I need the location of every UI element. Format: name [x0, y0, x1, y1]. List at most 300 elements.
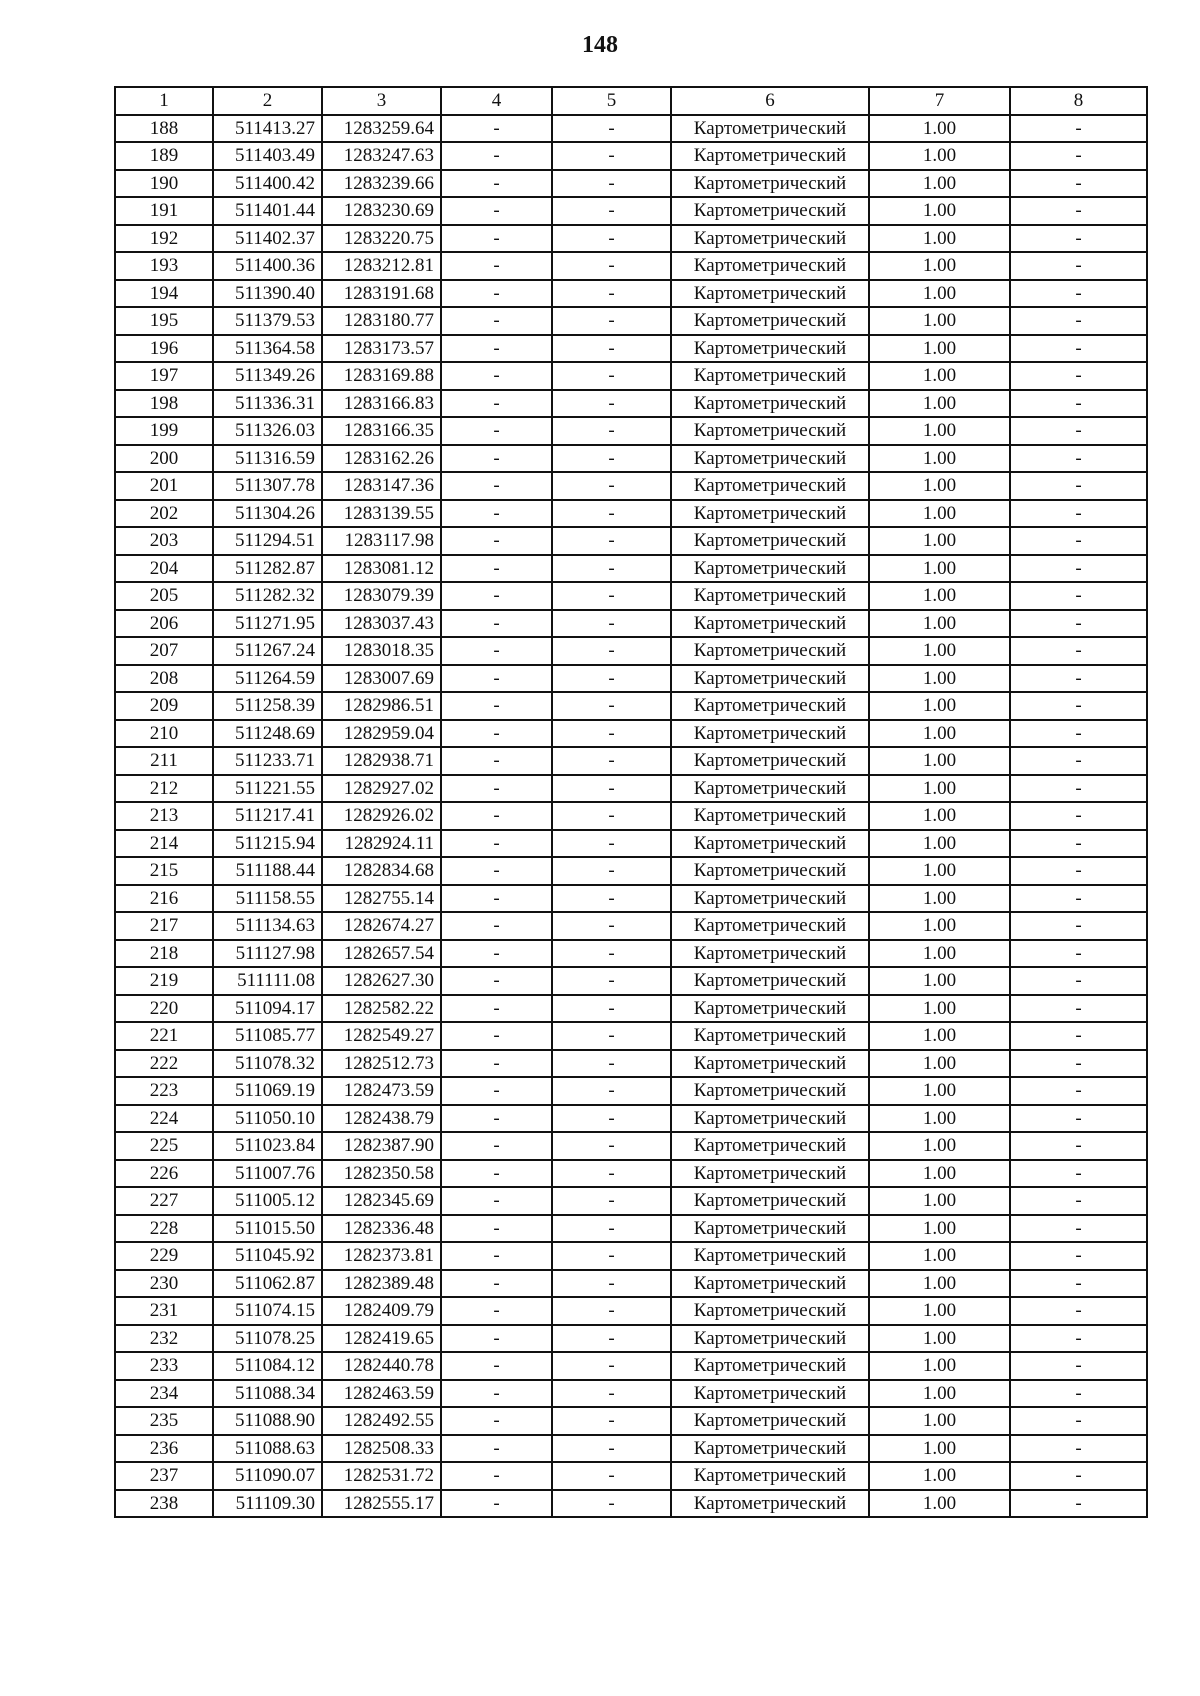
table-cell: -	[1010, 830, 1147, 858]
table-cell: -	[441, 555, 552, 583]
table-cell: -	[1010, 1105, 1147, 1133]
table-cell: 1.00	[869, 995, 1010, 1023]
table-cell: Картометрический	[671, 582, 869, 610]
table-row	[115, 1105, 1147, 1133]
table-cell: 1283139.55	[322, 500, 441, 528]
table-cell: 511078.32	[213, 1050, 322, 1078]
table-cell: -	[552, 1022, 671, 1050]
table-cell: -	[1010, 142, 1147, 170]
table-cell: -	[441, 1022, 552, 1050]
table-cell: 188	[115, 115, 213, 143]
table-cell: -	[552, 1490, 671, 1518]
table-cell: 1.00	[869, 1270, 1010, 1298]
table-row	[115, 1435, 1147, 1463]
table-cell: Картометрический	[671, 967, 869, 995]
table-cell: -	[441, 1050, 552, 1078]
table-row	[115, 307, 1147, 335]
table-cell: Картометрический	[671, 747, 869, 775]
table-cell: 1283191.68	[322, 280, 441, 308]
table-cell: 198	[115, 390, 213, 418]
table-cell: -	[1010, 1022, 1147, 1050]
table-cell: 511045.92	[213, 1242, 322, 1270]
table-cell: -	[552, 500, 671, 528]
table-cell: 192	[115, 225, 213, 253]
table-cell: 202	[115, 500, 213, 528]
table-cell: 1282345.69	[322, 1187, 441, 1215]
table-cell: Картометрический	[671, 307, 869, 335]
table-cell: 511015.50	[213, 1215, 322, 1243]
table-cell: 511085.77	[213, 1022, 322, 1050]
table-cell: -	[1010, 527, 1147, 555]
table-cell: 1283239.66	[322, 170, 441, 198]
table-cell: -	[1010, 417, 1147, 445]
table-row	[115, 390, 1147, 418]
table-cell: -	[552, 802, 671, 830]
coordinates-table	[114, 86, 1148, 1518]
table-cell: -	[1010, 802, 1147, 830]
table-cell: Картометрический	[671, 940, 869, 968]
table-cell: -	[552, 225, 671, 253]
table-cell: 224	[115, 1105, 213, 1133]
table-cell: 1282986.51	[322, 692, 441, 720]
column-header: 7	[869, 87, 1010, 115]
table-cell: 1.00	[869, 197, 1010, 225]
table-cell: 511217.41	[213, 802, 322, 830]
table-cell: -	[1010, 582, 1147, 610]
column-header: 5	[552, 87, 671, 115]
table-cell: Картометрический	[671, 720, 869, 748]
table-cell: -	[552, 582, 671, 610]
table-cell: 203	[115, 527, 213, 555]
table-cell: -	[552, 885, 671, 913]
table-row	[115, 802, 1147, 830]
page-number: 148	[582, 32, 618, 58]
table-cell: -	[1010, 1050, 1147, 1078]
table-body	[115, 115, 1147, 1518]
table-cell: 1.00	[869, 1380, 1010, 1408]
table-cell: -	[552, 912, 671, 940]
table-cell: 1282463.59	[322, 1380, 441, 1408]
table-cell: -	[441, 940, 552, 968]
table-row	[115, 940, 1147, 968]
table-row	[115, 280, 1147, 308]
table-cell: 1282389.48	[322, 1270, 441, 1298]
table-cell: -	[1010, 1325, 1147, 1353]
table-cell: -	[552, 857, 671, 885]
table-cell: 1282924.11	[322, 830, 441, 858]
table-cell: 1.00	[869, 857, 1010, 885]
table-cell: 1282440.78	[322, 1352, 441, 1380]
table-cell: 1282336.48	[322, 1215, 441, 1243]
table-cell: -	[552, 445, 671, 473]
table-cell: Картометрический	[671, 252, 869, 280]
table-row	[115, 885, 1147, 913]
table-cell: 1.00	[869, 885, 1010, 913]
table-cell: 195	[115, 307, 213, 335]
table-row	[115, 830, 1147, 858]
table-cell: -	[1010, 637, 1147, 665]
table-cell: -	[441, 857, 552, 885]
table-cell: 1.00	[869, 1050, 1010, 1078]
table-cell: 511390.40	[213, 280, 322, 308]
table-cell: -	[552, 1297, 671, 1325]
table-cell: 1.00	[869, 692, 1010, 720]
table-cell: 511088.63	[213, 1435, 322, 1463]
table-cell: Картометрический	[671, 665, 869, 693]
table-cell: Картометрический	[671, 1215, 869, 1243]
table-cell: Картометрический	[671, 225, 869, 253]
table-row	[115, 692, 1147, 720]
table-row	[115, 527, 1147, 555]
table-cell: 1282582.22	[322, 995, 441, 1023]
table-cell: -	[1010, 170, 1147, 198]
table-cell: -	[441, 582, 552, 610]
table-cell: 1.00	[869, 417, 1010, 445]
table-cell: -	[441, 1490, 552, 1518]
table-cell: -	[441, 665, 552, 693]
table-cell: 511304.26	[213, 500, 322, 528]
table-cell: 217	[115, 912, 213, 940]
table-cell: 1283081.12	[322, 555, 441, 583]
table-cell: 1283173.57	[322, 335, 441, 363]
table-cell: -	[552, 747, 671, 775]
table-cell: 211	[115, 747, 213, 775]
table-cell: 234	[115, 1380, 213, 1408]
table-cell: -	[1010, 307, 1147, 335]
table-cell: 1.00	[869, 142, 1010, 170]
table-cell: 1282531.72	[322, 1462, 441, 1490]
table-cell: -	[441, 1242, 552, 1270]
table-cell: 511401.44	[213, 197, 322, 225]
table-cell: 511134.63	[213, 912, 322, 940]
table-cell: Картометрический	[671, 1407, 869, 1435]
table-cell: Картометрический	[671, 802, 869, 830]
table-cell: 511111.08	[213, 967, 322, 995]
table-cell: 511088.34	[213, 1380, 322, 1408]
table-row	[115, 775, 1147, 803]
table-cell: Картометрический	[671, 830, 869, 858]
column-header: 8	[1010, 87, 1147, 115]
table-cell: -	[552, 307, 671, 335]
table-cell: -	[1010, 1270, 1147, 1298]
table-cell: -	[552, 1050, 671, 1078]
table-cell: 231	[115, 1297, 213, 1325]
table-cell: 511069.19	[213, 1077, 322, 1105]
table-row	[115, 720, 1147, 748]
table-cell: -	[1010, 280, 1147, 308]
table-cell: 1282674.27	[322, 912, 441, 940]
table-cell: 511215.94	[213, 830, 322, 858]
table-cell: 1.00	[869, 252, 1010, 280]
table-cell: 216	[115, 885, 213, 913]
table-cell: -	[1010, 362, 1147, 390]
table-cell: Картометрический	[671, 115, 869, 143]
table-cell: -	[441, 307, 552, 335]
table-cell: 215	[115, 857, 213, 885]
table-cell: -	[441, 170, 552, 198]
table-cell: -	[1010, 1297, 1147, 1325]
table-cell: -	[552, 830, 671, 858]
table-row	[115, 197, 1147, 225]
table-cell: 1.00	[869, 665, 1010, 693]
table-row	[115, 252, 1147, 280]
table-cell: -	[552, 1270, 671, 1298]
table-cell: 221	[115, 1022, 213, 1050]
table-cell: -	[1010, 1407, 1147, 1435]
table-cell: -	[441, 912, 552, 940]
table-cell: -	[552, 280, 671, 308]
table-cell: -	[552, 362, 671, 390]
table-cell: 1283166.35	[322, 417, 441, 445]
table-cell: 511364.58	[213, 335, 322, 363]
table-cell: 1.00	[869, 775, 1010, 803]
table-cell: -	[1010, 115, 1147, 143]
table-cell: -	[441, 720, 552, 748]
table-row	[115, 1325, 1147, 1353]
table-cell: 511090.07	[213, 1462, 322, 1490]
table-cell: Картометрический	[671, 170, 869, 198]
table-cell: 236	[115, 1435, 213, 1463]
table-cell: -	[552, 390, 671, 418]
table-row	[115, 1490, 1147, 1518]
table-cell: -	[1010, 252, 1147, 280]
table-cell: 1.00	[869, 472, 1010, 500]
table-cell: -	[441, 802, 552, 830]
table-cell: 189	[115, 142, 213, 170]
table-cell: -	[441, 1160, 552, 1188]
table-cell: -	[441, 1187, 552, 1215]
table-cell: -	[1010, 1490, 1147, 1518]
table-cell: 212	[115, 775, 213, 803]
table-cell: Картометрический	[671, 1435, 869, 1463]
table-cell: 511258.39	[213, 692, 322, 720]
table-cell: -	[441, 1077, 552, 1105]
table-cell: 1282549.27	[322, 1022, 441, 1050]
table-row	[115, 1187, 1147, 1215]
table-cell: 511088.90	[213, 1407, 322, 1435]
table-cell: 1.00	[869, 720, 1010, 748]
table-cell: 204	[115, 555, 213, 583]
table-cell: 235	[115, 1407, 213, 1435]
table-cell: -	[441, 142, 552, 170]
table-row	[115, 500, 1147, 528]
table-cell: 233	[115, 1352, 213, 1380]
table-cell: 1.00	[869, 225, 1010, 253]
table-cell: -	[441, 1325, 552, 1353]
table-cell: -	[1010, 445, 1147, 473]
table-cell: -	[441, 197, 552, 225]
table-cell: -	[1010, 225, 1147, 253]
table-row	[115, 1270, 1147, 1298]
table-cell: 1282387.90	[322, 1132, 441, 1160]
table-cell: 511402.37	[213, 225, 322, 253]
table-cell: -	[552, 1132, 671, 1160]
table-cell: 511007.76	[213, 1160, 322, 1188]
table-cell: -	[552, 775, 671, 803]
table-cell: 1.00	[869, 1407, 1010, 1435]
table-cell: 1.00	[869, 390, 1010, 418]
table-row	[115, 1380, 1147, 1408]
table-cell: -	[441, 775, 552, 803]
table-cell: 1.00	[869, 940, 1010, 968]
table-cell: 1283147.36	[322, 472, 441, 500]
table-cell: 1282834.68	[322, 857, 441, 885]
table-cell: -	[441, 995, 552, 1023]
table-row	[115, 115, 1147, 143]
table-cell: 1282373.81	[322, 1242, 441, 1270]
table-cell: 210	[115, 720, 213, 748]
table-cell: 1.00	[869, 1490, 1010, 1518]
table-cell: -	[441, 417, 552, 445]
table-cell: Картометрический	[671, 1462, 869, 1490]
table-cell: 1282473.59	[322, 1077, 441, 1105]
table-cell: -	[441, 362, 552, 390]
table-cell: -	[552, 417, 671, 445]
table-cell: 1283018.35	[322, 637, 441, 665]
table-cell: -	[441, 335, 552, 363]
table-cell: Картометрический	[671, 417, 869, 445]
table-row	[115, 170, 1147, 198]
table-cell: Картометрический	[671, 1050, 869, 1078]
table-cell: -	[552, 197, 671, 225]
table-cell: 511078.25	[213, 1325, 322, 1353]
table-cell: 1283169.88	[322, 362, 441, 390]
table-cell: 511267.24	[213, 637, 322, 665]
table-cell: 511050.10	[213, 1105, 322, 1133]
table-cell: -	[441, 472, 552, 500]
table-cell: Картометрический	[671, 885, 869, 913]
table-cell: 511084.12	[213, 1352, 322, 1380]
table-cell: -	[552, 610, 671, 638]
table-cell: 511094.17	[213, 995, 322, 1023]
table-cell: 511379.53	[213, 307, 322, 335]
table-cell: Картометрический	[671, 692, 869, 720]
table-cell: 511221.55	[213, 775, 322, 803]
table-cell: Картометрический	[671, 1105, 869, 1133]
table-cell: -	[441, 1435, 552, 1463]
table-cell: Картометрический	[671, 335, 869, 363]
table-row	[115, 362, 1147, 390]
table-row	[115, 142, 1147, 170]
table-row	[115, 472, 1147, 500]
table-cell: 1.00	[869, 582, 1010, 610]
table-row	[115, 445, 1147, 473]
table-cell: Картометрический	[671, 1352, 869, 1380]
table-cell: 1.00	[869, 555, 1010, 583]
table-cell: -	[552, 1187, 671, 1215]
table-cell: 225	[115, 1132, 213, 1160]
table-cell: 1.00	[869, 1187, 1010, 1215]
table-row	[115, 1407, 1147, 1435]
table-cell: 1.00	[869, 1325, 1010, 1353]
table-cell: 1282350.58	[322, 1160, 441, 1188]
table-cell: 1.00	[869, 1132, 1010, 1160]
table-cell: 1.00	[869, 1215, 1010, 1243]
table-cell: -	[552, 665, 671, 693]
table-cell: 1.00	[869, 445, 1010, 473]
table-cell: -	[552, 555, 671, 583]
column-header: 2	[213, 87, 322, 115]
table-cell: 226	[115, 1160, 213, 1188]
table-cell: -	[1010, 885, 1147, 913]
table-cell: -	[552, 1105, 671, 1133]
table-cell: -	[552, 1407, 671, 1435]
column-header: 6	[671, 87, 869, 115]
table-cell: -	[441, 1380, 552, 1408]
table-cell: -	[552, 692, 671, 720]
table-cell: Картометрический	[671, 445, 869, 473]
table-cell: -	[552, 1325, 671, 1353]
table-cell: 227	[115, 1187, 213, 1215]
table-cell: 199	[115, 417, 213, 445]
table-cell: 208	[115, 665, 213, 693]
table-row	[115, 995, 1147, 1023]
table-cell: 1.00	[869, 1462, 1010, 1490]
table-cell: Картометрический	[671, 637, 869, 665]
table-cell: 1.00	[869, 747, 1010, 775]
table-cell: Картометрический	[671, 555, 869, 583]
table-cell: 511233.71	[213, 747, 322, 775]
table-cell: -	[552, 1215, 671, 1243]
table-cell: Картометрический	[671, 390, 869, 418]
table-cell: -	[441, 280, 552, 308]
table-cell: -	[1010, 1215, 1147, 1243]
table-cell: Картометрический	[671, 197, 869, 225]
table-cell: 232	[115, 1325, 213, 1353]
table-cell: 1283079.39	[322, 582, 441, 610]
table-cell: 511062.87	[213, 1270, 322, 1298]
table-cell: Картометрический	[671, 1242, 869, 1270]
table-cell: 1283117.98	[322, 527, 441, 555]
table-cell: 1282627.30	[322, 967, 441, 995]
table-cell: 1.00	[869, 1435, 1010, 1463]
table-cell: 1.00	[869, 362, 1010, 390]
table-cell: 511158.55	[213, 885, 322, 913]
table-cell: 511109.30	[213, 1490, 322, 1518]
table-cell: 1.00	[869, 1022, 1010, 1050]
table-cell: 220	[115, 995, 213, 1023]
table-cell: -	[1010, 1077, 1147, 1105]
table-cell: Картометрический	[671, 912, 869, 940]
table-cell: 511400.36	[213, 252, 322, 280]
table-row	[115, 1160, 1147, 1188]
table-cell: 1282927.02	[322, 775, 441, 803]
table-cell: 190	[115, 170, 213, 198]
table-cell: -	[441, 1270, 552, 1298]
table-cell: -	[1010, 692, 1147, 720]
table-cell: 205	[115, 582, 213, 610]
table-cell: 511413.27	[213, 115, 322, 143]
table-cell: 1.00	[869, 912, 1010, 940]
table-cell: -	[552, 1462, 671, 1490]
table-cell: 197	[115, 362, 213, 390]
table-cell: -	[552, 142, 671, 170]
table-cell: Картометрический	[671, 472, 869, 500]
table-cell: Картометрический	[671, 1270, 869, 1298]
table-cell: 1283259.64	[322, 115, 441, 143]
table-cell: 1.00	[869, 1352, 1010, 1380]
table-cell: -	[1010, 775, 1147, 803]
table-cell: 511271.95	[213, 610, 322, 638]
table-cell: 511023.84	[213, 1132, 322, 1160]
table-cell: -	[1010, 1380, 1147, 1408]
table-cell: 511248.69	[213, 720, 322, 748]
table-cell: 1283230.69	[322, 197, 441, 225]
table-cell: Картометрический	[671, 1077, 869, 1105]
table-cell: 1282555.17	[322, 1490, 441, 1518]
table-cell: 1.00	[869, 637, 1010, 665]
table-cell: 511264.59	[213, 665, 322, 693]
